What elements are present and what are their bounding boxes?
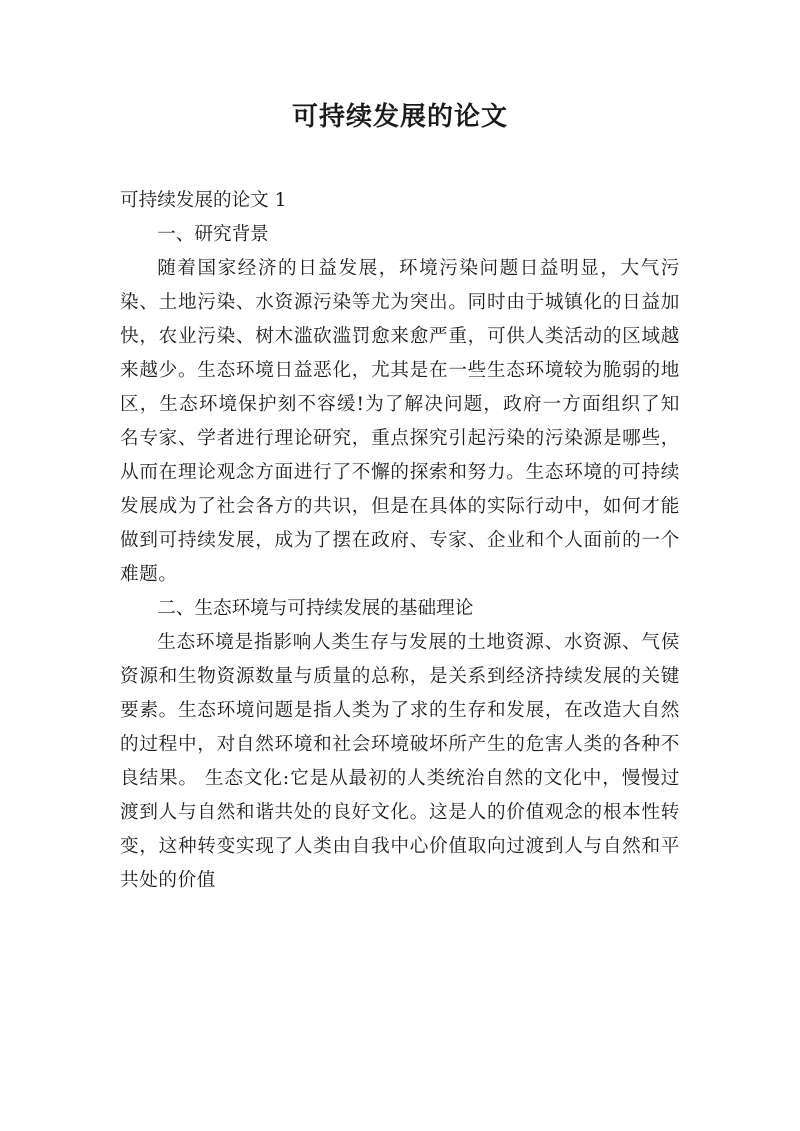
section-paragraph-2: 生态环境是指影响人类生存与发展的土地资源、水资源、气侯资源和生物资源数量与质量的总称，是关系到经济持续发展的关键要素。生态环境问题是指人类为了求的生存和发展，在改造大自然的过程中，对自然环境和社会环境破坏所产生的危害人类的各种不良结果。 生态文化:它是从最初的人类统治自然的文化中，慢慢过渡到人与自然和谐共处的良好文化。这是人的价值观念的根本性转变，这种转变实现了人类由自我中心价值取向过渡到人与自然和平共处的价值 [120, 632, 680, 891]
document-subtitle: 可持续发展的论文 1 [120, 190, 287, 211]
document-body [120, 184, 680, 898]
section-heading-1: 一、研究背景 [157, 224, 269, 245]
document-title: 可持续发展的论文 [291, 102, 508, 132]
section-paragraph-1: 随着国家经济的日益发展，环境污染问题日益明显，大气污染、土地污染、水资源污染等尤为突出。同时由于城镇化的日益加快，农业污染、树木滥砍滥罚愈来愈严重，可供人类活动的区域越来越少。生态环境日益恶化，尤其是在一些生态环境较为脆弱的地区，生态环境保护刻不容缓!为了解决问题，政府一方面组织了知名专家、学者进行理论研究，重点探究引起污染的污染源是哪些，从而在理论观念方面进行了不懈的探索和努力。生态环境的可持续发展成为了社会各方的共识，但是在具体的实际行动中，如何才能做到可持续发展，成为了摆在政府、专家、企业和个人面前的一个难题。 [120, 258, 680, 585]
section-heading-2: 二、生态环境与可持续发展的基础理论 [157, 598, 474, 619]
